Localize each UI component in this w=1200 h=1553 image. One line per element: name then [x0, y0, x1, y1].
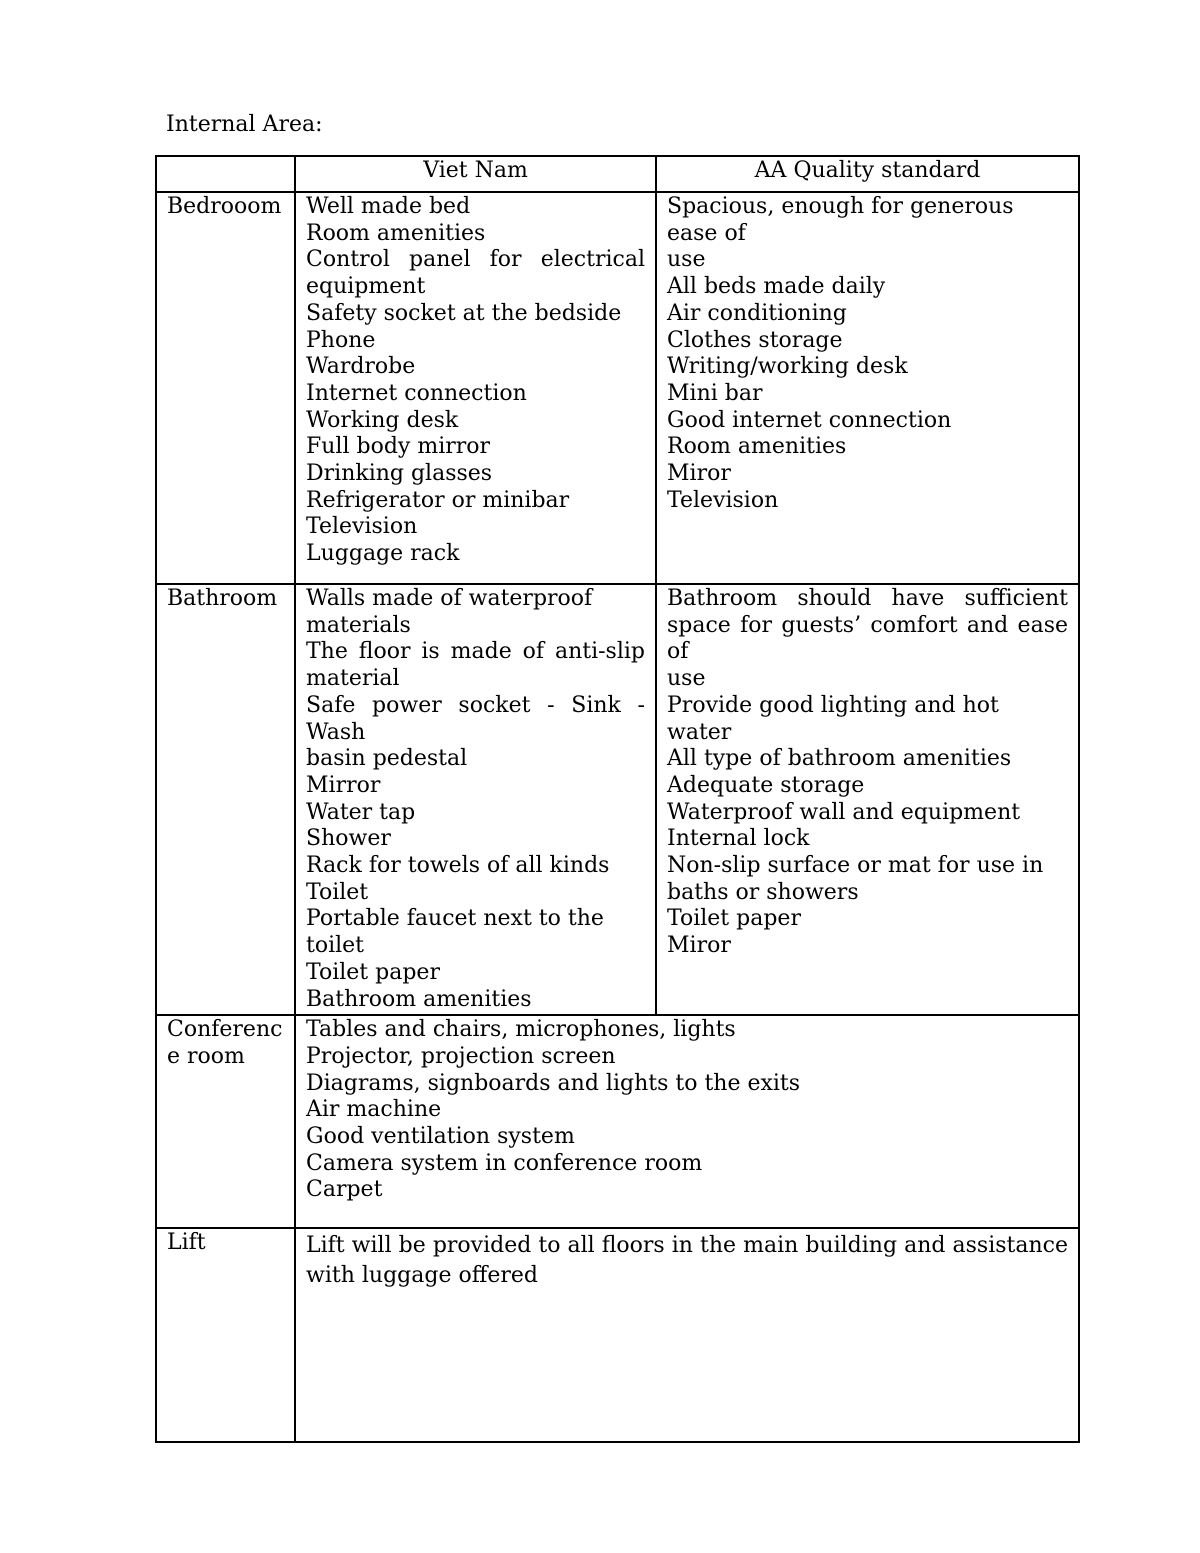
- list-item: Internal lock: [667, 826, 810, 852]
- lift-row: [156, 1228, 1079, 1442]
- lift-description: Lift will be provided to all floors in the main building and assistance with luggage offered: [306, 1233, 1068, 1289]
- list-item: basin pedestal: [306, 746, 468, 772]
- list-item: Miror: [667, 933, 731, 959]
- list-item: Working desk: [306, 407, 459, 433]
- list-item: materials: [306, 612, 411, 638]
- list-item: Projector, projection screen: [306, 1043, 616, 1069]
- list-item: Room amenities: [667, 434, 847, 460]
- bathroom-row: [156, 584, 1079, 1015]
- list-item: Writing/working desk: [667, 354, 908, 380]
- list-item: Luggage rack: [306, 541, 460, 567]
- list-item: Mini bar: [667, 380, 763, 406]
- list-item: material: [306, 666, 400, 692]
- list-item: use: [667, 666, 706, 692]
- bedroom-viet-nam-cell: [295, 192, 656, 584]
- list-item: Bathroom amenities: [306, 986, 532, 1012]
- list-item: Room amenities: [306, 220, 486, 246]
- list-item: Air machine: [306, 1097, 442, 1123]
- list-item: baths or showers: [667, 879, 859, 905]
- list-item: Good internet connection: [667, 407, 952, 433]
- list-item: Miror: [667, 461, 731, 487]
- list-item: space for guests’ comfort and ease of: [667, 612, 1068, 665]
- list-item: Wardrobe: [306, 354, 416, 380]
- list-item: Shower: [306, 826, 391, 852]
- list-item: Portable faucet next to the toilet: [306, 906, 604, 959]
- list-item: Phone: [306, 327, 376, 353]
- list-item: Mirror: [306, 772, 381, 798]
- list-item: The floor is made of anti-slip: [306, 639, 645, 665]
- list-item: Diagrams, signboards and lights to the exits: [306, 1070, 801, 1096]
- list-item: Safe power socket - Sink - Wash: [306, 692, 645, 745]
- bedroom-aa-standard-cell: [656, 192, 1079, 584]
- list-item: use: [667, 247, 706, 273]
- header-viet-nam: Viet Nam: [295, 156, 656, 192]
- list-item: Bathroom should have sufficient: [667, 586, 1068, 611]
- lift-text-cell: [295, 1228, 1079, 1442]
- lift-label: Lift: [156, 1228, 295, 1442]
- bedroom-row: [156, 192, 1079, 584]
- list-item: Carpet: [306, 1177, 383, 1203]
- bathroom-viet-nam-cell: [295, 584, 656, 1015]
- list-item: Adequate storage: [667, 772, 865, 798]
- list-item: All type of bathroom amenities: [667, 746, 1012, 772]
- section-title: Internal Area:: [166, 112, 323, 137]
- list-item: Internet connection: [306, 380, 527, 406]
- conference-room-items-cell: [295, 1015, 1079, 1228]
- internal-area-table: [155, 155, 1080, 1443]
- conference-room-row: [156, 1015, 1079, 1228]
- list-item: Toilet: [306, 879, 369, 905]
- list-item: Television: [667, 487, 779, 513]
- list-item: Water tap: [306, 799, 416, 825]
- list-item: Drinking glasses: [306, 461, 493, 487]
- list-item: Full body mirror: [306, 434, 491, 460]
- conference-room-label: Conference room: [156, 1015, 295, 1228]
- list-item: Air conditioning: [667, 300, 847, 326]
- bedroom-label: Bedrooom: [156, 192, 295, 584]
- list-item: Waterproof wall and equipment: [667, 799, 1021, 825]
- list-item: All beds made daily: [667, 274, 886, 300]
- list-item: Rack for towels of all kinds: [306, 853, 610, 879]
- list-item: equipment: [306, 274, 426, 300]
- bathroom-aa-standard-cell: [656, 584, 1079, 1015]
- list-item: Well made bed: [306, 194, 471, 219]
- header-empty-cell: [156, 156, 295, 192]
- list-item: Television: [306, 514, 418, 540]
- list-item: Clothes storage: [667, 327, 843, 353]
- list-item: Spacious, enough for generous ease of: [667, 194, 1014, 246]
- list-item: Good ventilation system: [306, 1124, 575, 1150]
- list-item: Toilet paper: [306, 959, 440, 985]
- list-item: Camera system in conference room: [306, 1150, 703, 1176]
- list-item: Refrigerator or minibar: [306, 487, 570, 513]
- list-item: Toilet paper: [667, 906, 801, 932]
- list-item: Tables and chairs, microphones, lights: [306, 1017, 736, 1043]
- list-item: Safety socket at the bedside: [306, 300, 622, 326]
- header-aa-quality-standard: AA Quality standard: [656, 156, 1079, 192]
- list-item: Walls made of waterproof: [306, 586, 593, 611]
- bathroom-label: Bathroom: [156, 584, 295, 1015]
- list-item: Control panel for electrical: [306, 247, 645, 273]
- list-item: Provide good lighting and hot water: [667, 692, 999, 745]
- list-item: Non-slip surface or mat for use in: [667, 853, 1044, 879]
- header-row: [156, 156, 1079, 192]
